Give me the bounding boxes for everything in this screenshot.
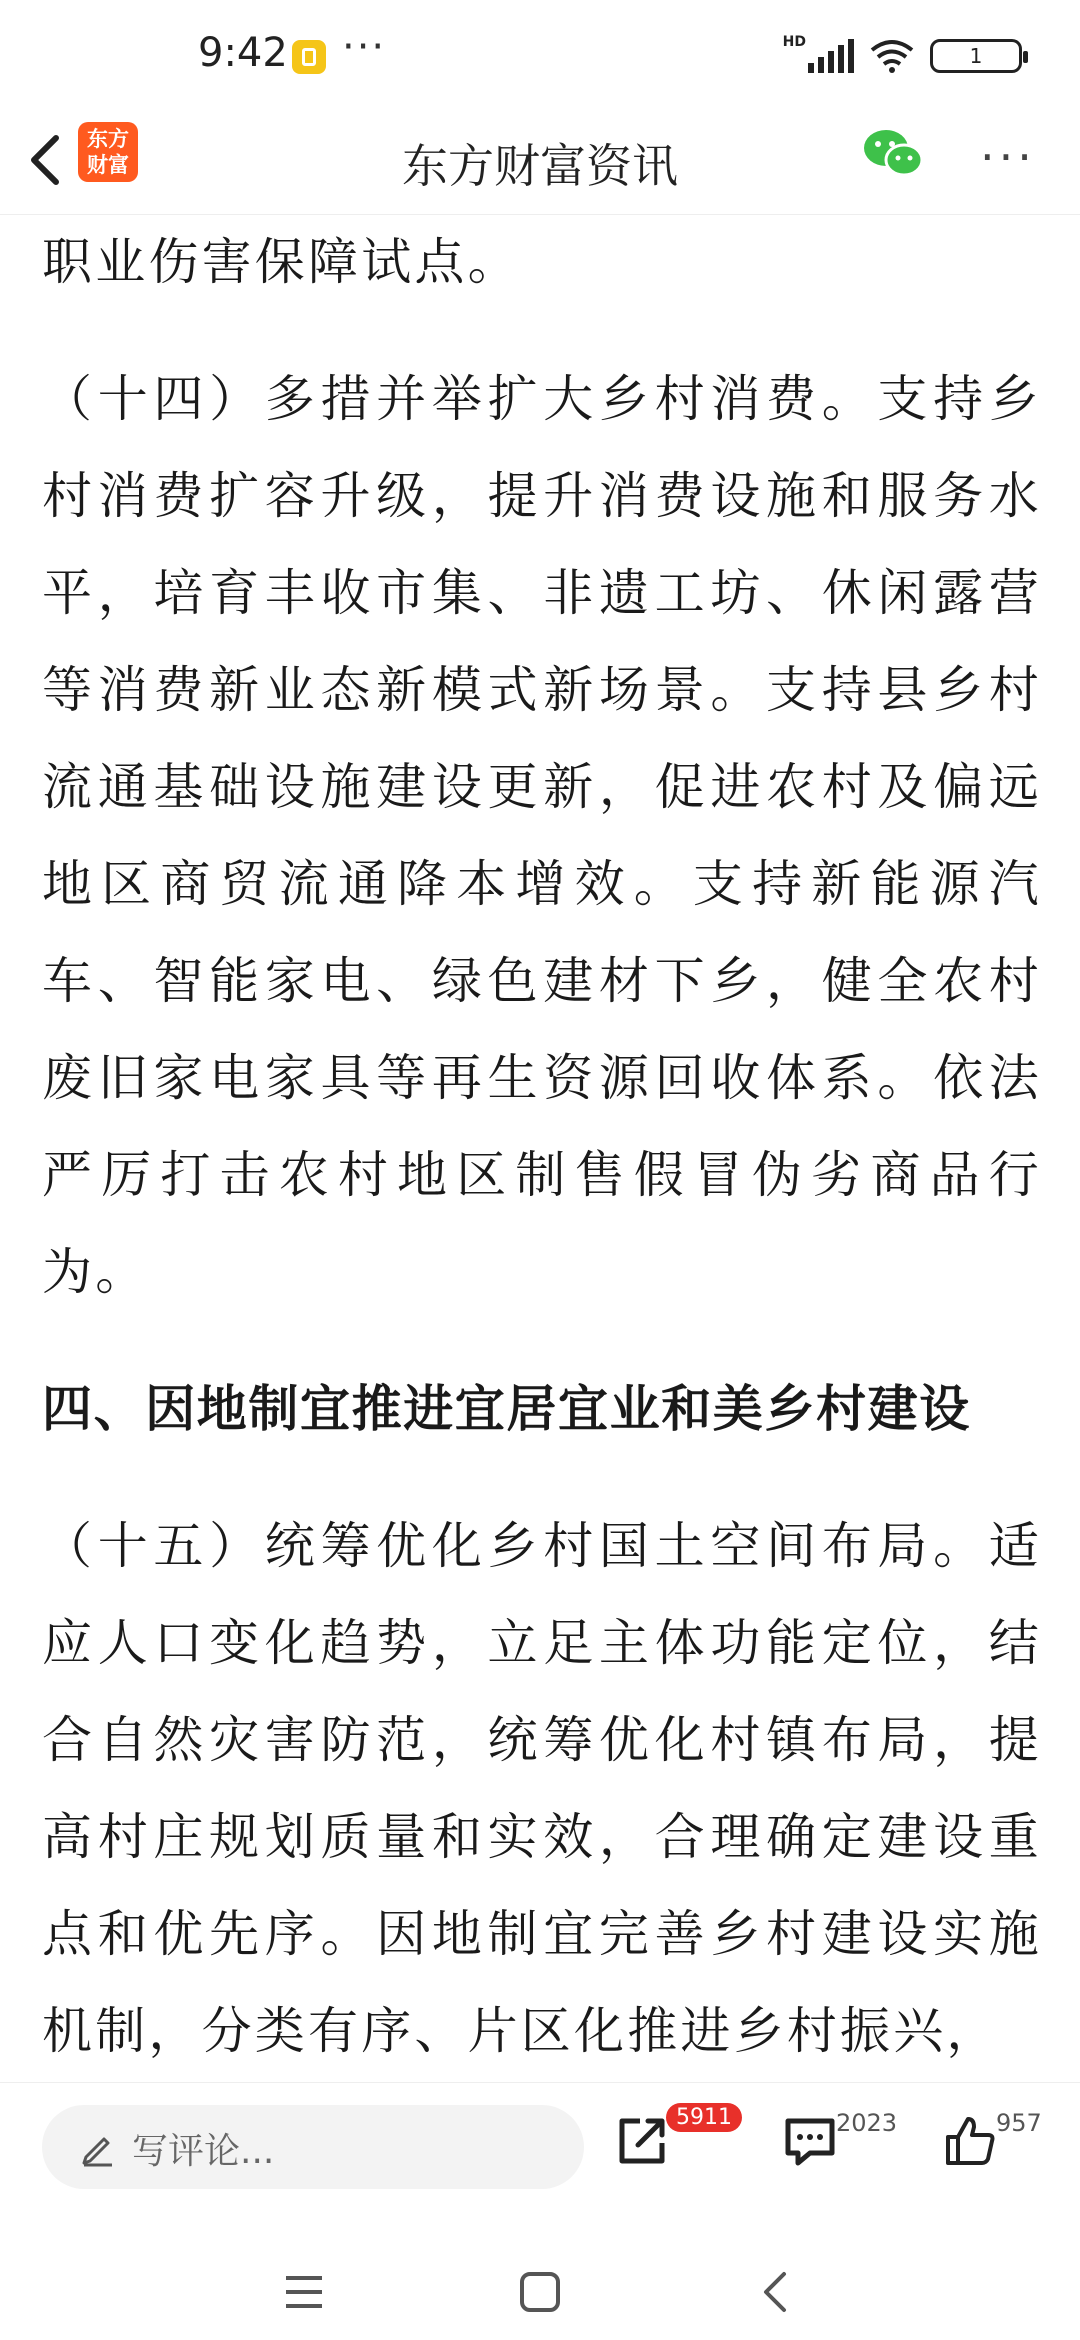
system-nav-bar: [0, 2242, 1080, 2340]
menu-icon[interactable]: [274, 2262, 334, 2322]
share-count-badge: 5911: [666, 2103, 742, 2132]
app-header: [0, 110, 1080, 215]
comment-count: 2023: [836, 2109, 898, 2137]
status-bar: [0, 0, 1080, 110]
pencil-icon: [78, 2127, 118, 2167]
wifi-icon: [868, 38, 916, 74]
comment-input[interactable]: [42, 2105, 584, 2189]
article-paragraph: （十四）多措并举扩大乡村消费。支持乡村消费扩容升级，提升消费设施和服务水平，培育丰收市集、非遗工坊、休闲露营等消费新业态新模式新场景。支持县乡村流通基础设施建设更新，促进农村及偏远地区商贸流通降本增效。支持新能源汽车、智能家电、绿色建材下乡，健全农村废旧家电家具等再生资源回收体系。依法严厉打击农村地区制售假冒伪劣商品行为。: [42, 370, 1042, 1301]
status-time: 9:42: [198, 30, 288, 76]
share-icon[interactable]: [612, 2111, 672, 2171]
bottom-action-bar: [0, 2082, 1080, 2243]
battery-icon: 1: [930, 39, 1022, 73]
comment-placeholder: 写评论...: [132, 2131, 275, 2172]
logo-line-1: 东方: [87, 127, 129, 151]
like-count: 957: [996, 2109, 1042, 2137]
hd-label: HD: [782, 34, 806, 50]
status-right: [782, 34, 1022, 74]
logo-line-2: 财富: [87, 153, 129, 177]
page-title: 东方财富资讯: [402, 139, 678, 193]
article-paragraph: 职业伤害保障试点。: [42, 233, 521, 291]
more-options-icon[interactable]: ···: [980, 130, 1036, 184]
notification-app-icon: [292, 40, 326, 74]
signal-icon: [808, 39, 854, 73]
comment-icon[interactable]: [780, 2111, 840, 2171]
more-notifications-icon: ···: [342, 24, 387, 70]
article-body: [42, 214, 1042, 2080]
back-icon[interactable]: [746, 2262, 806, 2322]
wechat-share-icon[interactable]: [862, 126, 924, 182]
section-heading: 四、因地制宜推进宜居宜业和美乡村建设: [42, 1380, 971, 1438]
home-icon[interactable]: [510, 2262, 570, 2322]
thumbs-up-icon[interactable]: [940, 2111, 1000, 2171]
article-paragraph: （十五）统筹优化乡村国土空间布局。适应人口变化趋势，立足主体功能定位，结合自然灾害防范，统筹优化村镇布局，提高村庄规划质量和实效，合理确定建设重点和优先序。因地制宜完善乡村建设实施机制，分类有序、片区化推进乡村振兴，: [42, 1517, 1042, 2060]
